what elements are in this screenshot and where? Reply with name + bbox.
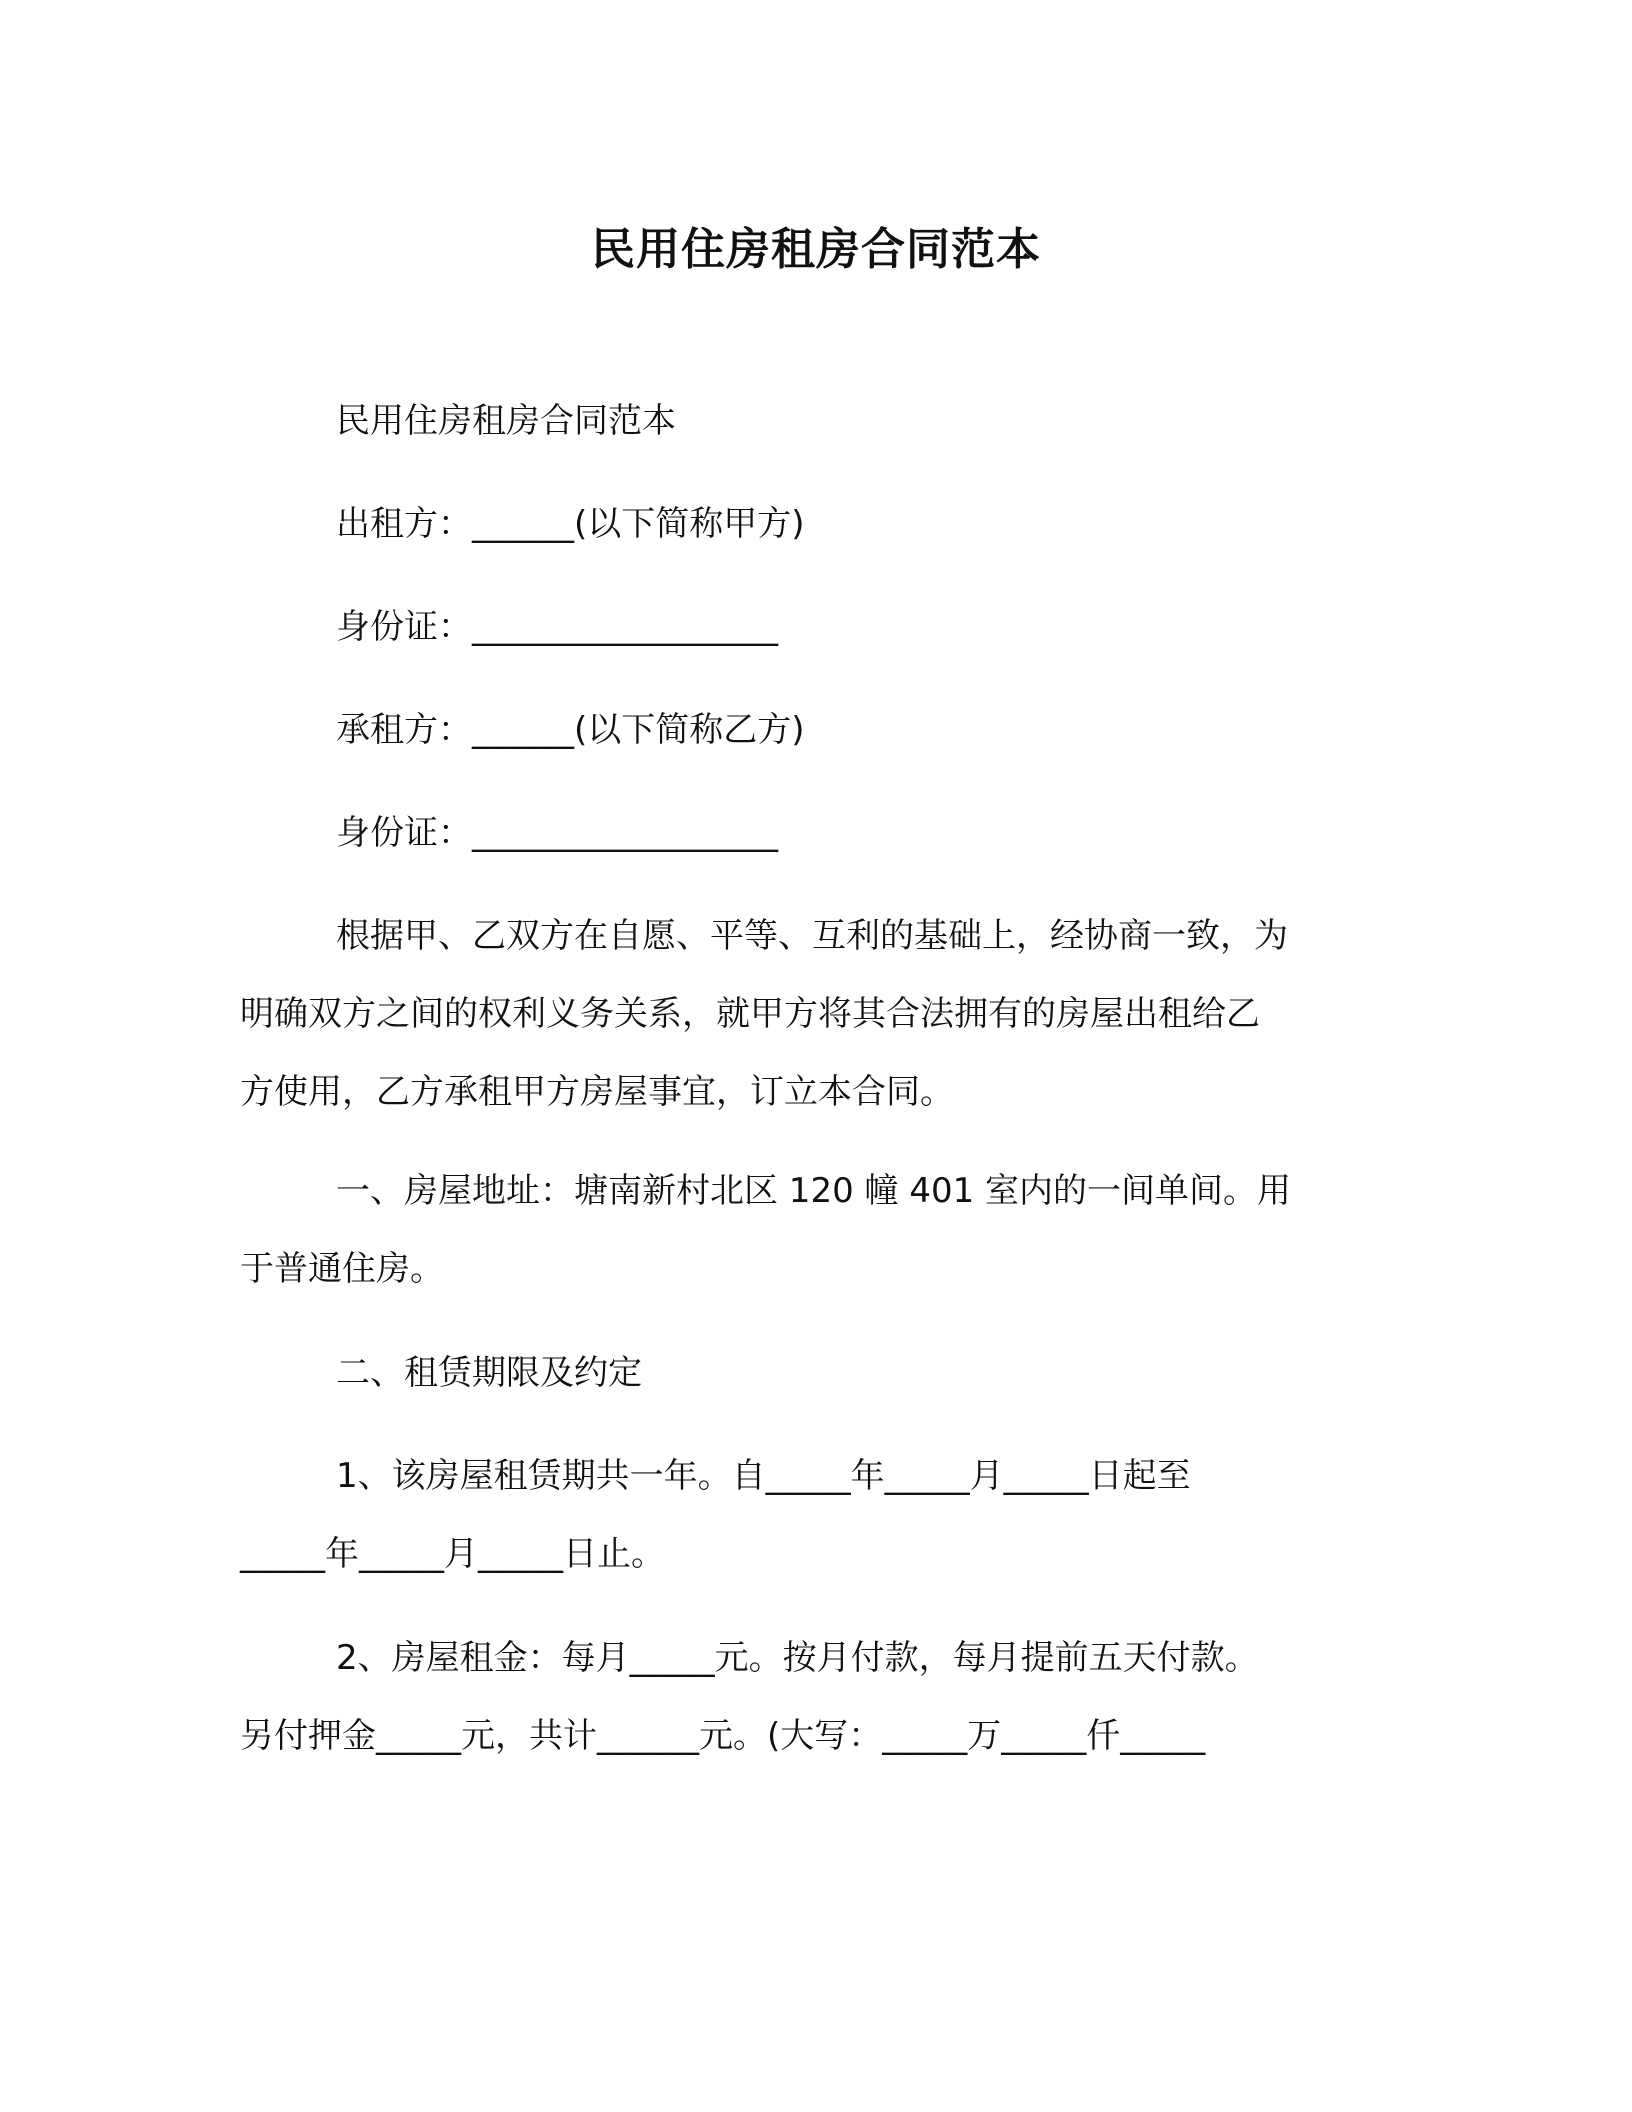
clause1-line-1: 1、该房屋租赁期共一年。自_____年_____月_____日起至 (336, 1456, 1191, 1496)
clause2-line-2: 另付押金_____元，共计______元。(大写：_____万_____仟_____ (240, 1716, 1206, 1756)
document-title: 民用住房租房合同范本 (591, 224, 1041, 275)
preamble-line-3: 方使用，乙方承租甲方房屋事宜，订立本合同。 (240, 1072, 954, 1112)
clause1-line-2: _____年_____月_____日止。 (240, 1534, 665, 1574)
lessee-id-line: 身份证：__________________ (336, 813, 778, 853)
subtitle: 民用住房租房合同范本 (336, 401, 676, 441)
lessor-line: 出租方：______(以下简称甲方) (336, 504, 805, 544)
preamble-line-1: 根据甲、乙双方在自愿、平等、互利的基础上，经协商一致，为 (336, 916, 1288, 956)
section1-line-1: 一、房屋地址：塘南新村北区 120 幢 401 室内的一间单间。用 (336, 1171, 1292, 1211)
lessor-id-line: 身份证：__________________ (336, 607, 778, 647)
lessee-line: 承租方：______(以下简称乙方) (336, 710, 805, 750)
clause2-line-1: 2、房屋租金：每月_____元。按月付款，每月提前五天付款。 (336, 1638, 1259, 1678)
section1-line-2: 于普通住房。 (240, 1249, 444, 1289)
section2-heading: 二、租赁期限及约定 (336, 1353, 642, 1393)
preamble-line-2: 明确双方之间的权利义务关系，就甲方将其合法拥有的房屋出租给乙 (240, 994, 1260, 1034)
